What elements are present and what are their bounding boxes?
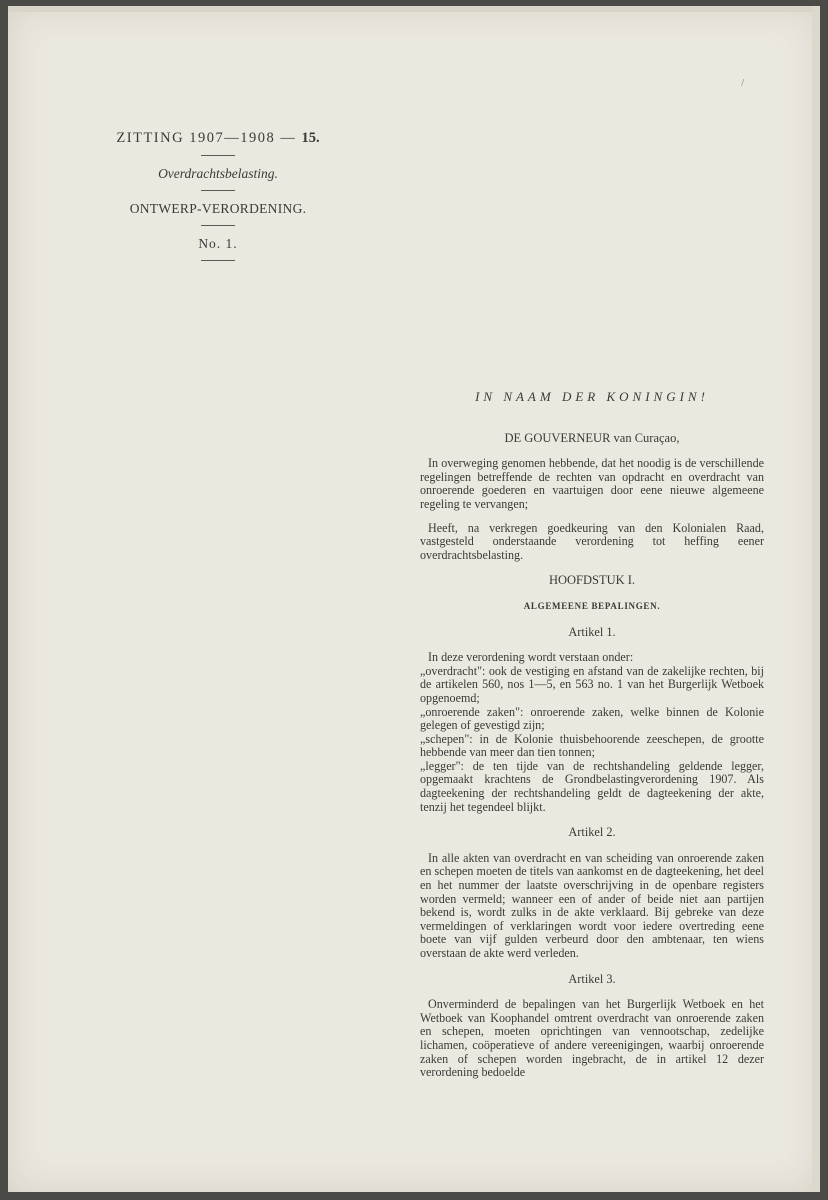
subject: Overdrachtsbelasting. (158, 166, 278, 181)
header-rule (201, 225, 235, 226)
definition-intro: In deze verordening wordt verstaan onder: (428, 650, 634, 665)
header-rule (201, 190, 235, 191)
session-prefix: ZITTING 1907—1908 — (116, 130, 302, 146)
document-page (8, 6, 820, 1192)
definition-item: „onroerende zaken": onroerende zaken, welke binnen de Kolonie gelegen of gevestigd zijn; (420, 704, 764, 733)
document-body (420, 390, 764, 1092)
chapter-subtitle: ALGEMEENE BEPALINGEN. (523, 600, 661, 611)
session-line (108, 130, 328, 147)
chapter-title: HOOFDSTUK I. (548, 573, 636, 588)
session-number: 15. (301, 130, 320, 146)
header-rule (201, 260, 235, 261)
definition-item: „schepen": in de Kolonie thuisbehoorende zeeschepen, de grootte hebbende van meer dan tien tonnen; (420, 731, 764, 760)
article-2-text: In alle akten van overdracht en van scheiding van onroerende zaken en schepen moeten de titels van aankomst en de dagteekening, het deel en het nummer der laatste overschrijving in de openbare registers worden vermeld; wanneer een of ander of beide niet aan partijen bekend is, wordt zulks in de akte verklaard. Bij gebreke van deze vermeldingen of verklaringen wordt voor iedere overtreding eene boete van vijf gulden verbeurd door den ambtenaar, ten wiens overstaan de akte werd verleden. (420, 850, 764, 960)
article-2-title: Artikel 2. (568, 825, 616, 840)
definition-item: „legger": de ten tijde van de rechtshandeling geldende legger, opgemaakt krachtens de Grondbelastingverordening 1907. Als dagteekening der rechtshandeling geldt de dagteekening der akte, tenzij het tegendeel blijkt. (420, 758, 764, 814)
article-1-title: Artikel 1. (568, 624, 616, 639)
document-header (108, 130, 328, 271)
invocation: IN NAAM DER KONINGIN! (475, 389, 709, 404)
margin-mark: / (741, 78, 744, 89)
governor-line: DE GOUVERNEUR van Curaçao, (504, 430, 680, 445)
document-type: ONTWERP-VERORDENING. (129, 201, 307, 216)
article-3-text: Onverminderd de bepalingen van het Burgerlijk Wetboek en het Wetboek van Koophandel omtrent overdracht van onroerende zaken en schepen, moeten oprichtingen van vennootschap, zedelijke lichamen, coöperatieve of andere vereenigingen, waarbij onroerende zaken of schepen worden ingebracht, de in artikel 12 dezer verordening bedoelde (420, 997, 764, 1080)
header-rule (201, 155, 235, 156)
article-3-title: Artikel 3. (568, 971, 616, 986)
page-right-edge (812, 6, 820, 1192)
page-top-edge (8, 6, 820, 12)
article-1-definitions (420, 651, 764, 814)
document-number: No. 1. (198, 236, 238, 251)
consideration-paragraph: In overweging genomen hebbende, dat het noodig is de verschillende regelingen betreffende de rechten van opdracht en overdracht van onroerende goederen en vaartuigen door eene nieuwe algemeene regeling te vervangen; (420, 456, 764, 511)
approval-paragraph: Heeft, na verkregen goedkeuring van den Kolonialen Raad, vastgesteld onderstaande verordening tot heffing eener overdrachtsbelasting. (420, 520, 764, 562)
definition-item: „overdracht": ook de vestiging en afstand van de zakelijke rechten, bij de artikelen 560, nos 1—5, en 563 no. 1 van het Burgerlijk Wetboek opgenoemd; (420, 663, 764, 705)
